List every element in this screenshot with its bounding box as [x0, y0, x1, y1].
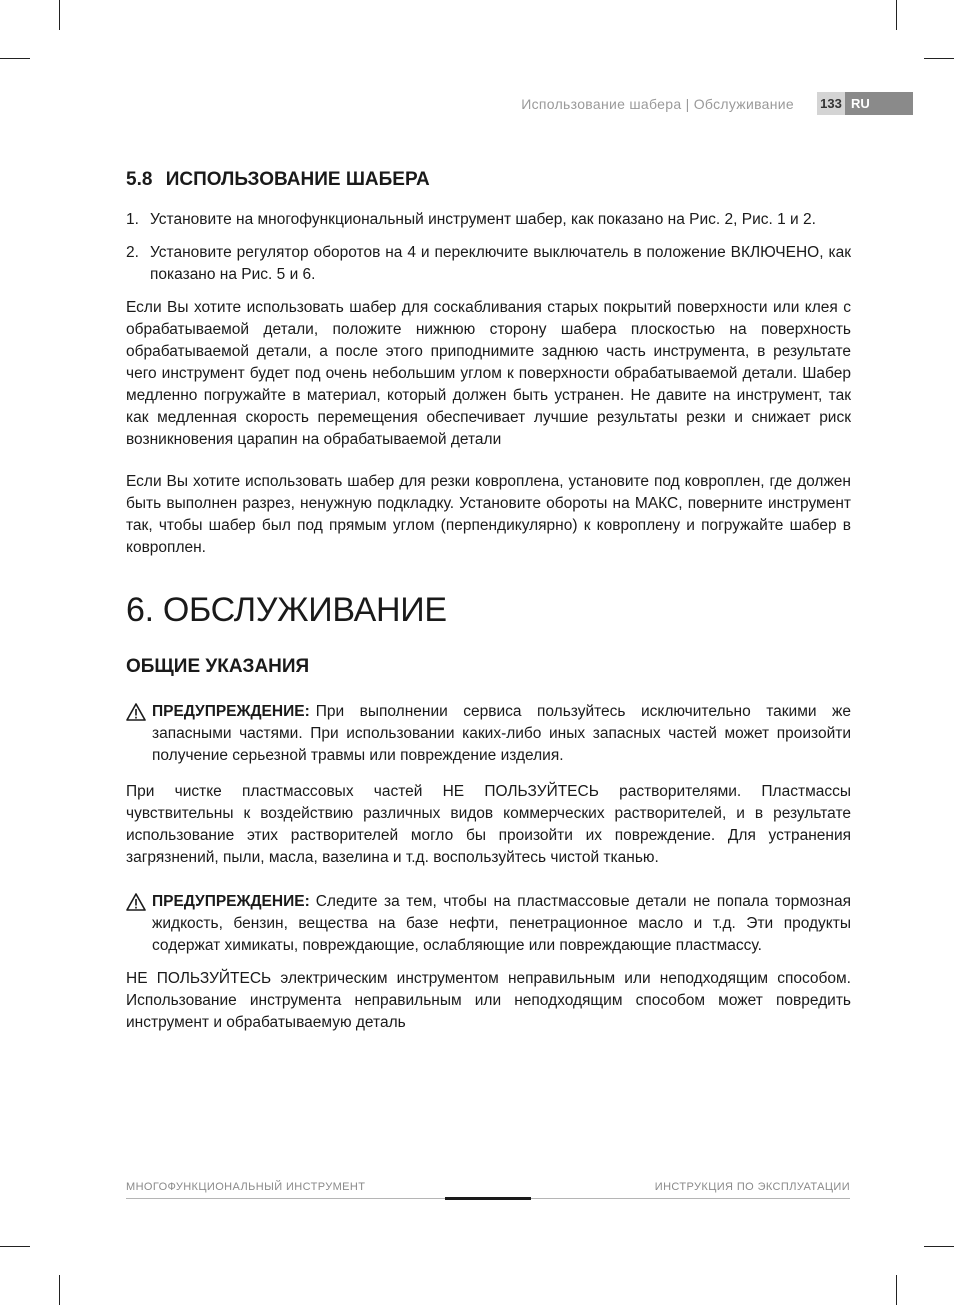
footer-doc-type: ИНСТРУКЦИЯ ПО ЭКСПЛУАТАЦИИ: [654, 1181, 850, 1193]
language-tag: RU: [845, 92, 913, 115]
crop-mark: [924, 58, 954, 59]
crop-mark: [59, 0, 60, 30]
crop-mark: [0, 58, 30, 59]
warning-label: ПРЕДУПРЕЖДЕНИЕ:: [152, 703, 310, 720]
warning-block: [126, 701, 851, 767]
page-number: 133: [817, 92, 845, 115]
warning-text: [152, 701, 851, 767]
step-number: 2.: [126, 244, 139, 261]
list-item: [126, 242, 851, 286]
step-text: Установите регулятор оборотов на 4 и переключите выключатель в положение ВКЛЮЧЕНО, как показано на Рис. 5 и 6.: [150, 244, 851, 283]
footer-product-name: МНОГОФУНКЦИОНАЛЬНЫЙ ИНСТРУМЕНТ: [126, 1181, 366, 1193]
paragraph: При чистке пластмассовых частей НЕ ПОЛЬЗУЙТЕСЬ растворителями. Пластмассы чувствительны к воздействию различных видов коммерческих растворителей, и в результате использование этих растворителей могло бы произойти их повреждение. Для устранения загрязнений, пыли, масла, вазелина и т.д. воспользуйтесь чистой тканью.: [126, 783, 851, 866]
warning-block: [126, 891, 851, 957]
steps-list: [126, 209, 851, 286]
warning-triangle-icon: [126, 701, 152, 767]
list-item: [126, 209, 851, 231]
chapter-title: 6. ОБСЛУЖИВАНИЕ: [126, 591, 447, 629]
warning-body: При выполнении сервиса пользуйтесь исключительно такими же запасными частями. При использовании каких-либо иных запасных частей может произойти получение серьезной травмы или повреждение изделия.: [152, 703, 851, 764]
crop-mark: [59, 1275, 60, 1305]
warning-label: ПРЕДУПРЕЖДЕНИЕ:: [152, 893, 310, 910]
section-title: ИСПОЛЬЗОВАНИЕ ШАБЕРА: [165, 169, 430, 190]
paragraph: НЕ ПОЛЬЗУЙТЕСЬ электрическим инструментом неправильным или неподходящим способом. Использование инструмента неправильным или неподходящим способом может повредить инструмент и обрабатываемую деталь: [126, 970, 851, 1031]
crop-mark: [0, 1246, 30, 1247]
warning-body: Следите за тем, чтобы на пластмассовые детали не попала тормозная жидкость, бензин, вещества на базе нефти, пенетрационное масло и т.д. Эти продукты содержат химикаты, повреждающие, ослабляющие или повреждающие пластмассу.: [152, 893, 851, 954]
running-header: Использование шабера | Обслуживание: [521, 96, 794, 112]
section-heading: [126, 166, 851, 194]
paragraph: Если Вы хотите использовать шабер для резки ковроплена, установите под ковроплен, где должен быть выполнен разрез, ненужную подкладку. Установите обороты на МАКС, поверните инструмент так, чтобы шабер был под прямым углом (перпендикулярно) к ковроплену и погружайте шабер в ковроплен.: [126, 473, 851, 556]
step-number: 1.: [126, 211, 139, 228]
footer-accent-bar: [445, 1197, 531, 1200]
crop-mark: [896, 1275, 897, 1305]
paragraph: Если Вы хотите использовать шабер для соскабливания старых покрытий поверхности или клея с обрабатываемой детали, положите нижнюю сторону шабера плоскостью на поверхность обрабатываемой детали, а после этого приподнимите заднюю часть инструмента, в результате чего инструмент будет под очень небольшим углом к поверхности обрабатываемой детали. Шабер медленно погружайте в материал, который должен быть устранен. Не давите на инструмент, так как медленная скорость перемещения обеспечивает лучшие результаты резки и снижает риск возникновения царапин на обрабатываемой детали: [126, 299, 851, 448]
footer-divider: [531, 1198, 850, 1199]
subsection-title: ОБЩИЕ УКАЗАНИЯ: [126, 656, 310, 677]
crop-mark: [924, 1246, 954, 1247]
warning-triangle-icon: [126, 891, 152, 957]
section-number: 5.8: [126, 169, 153, 190]
page-content: [126, 166, 851, 1045]
step-text: Установите на многофункциональный инструмент шабер, как показано на Рис. 2, Рис. 1 и 2.: [150, 211, 816, 228]
page-badge: [817, 92, 913, 115]
footer-divider: [126, 1198, 445, 1199]
crop-mark: [896, 0, 897, 30]
warning-text: [152, 891, 851, 957]
